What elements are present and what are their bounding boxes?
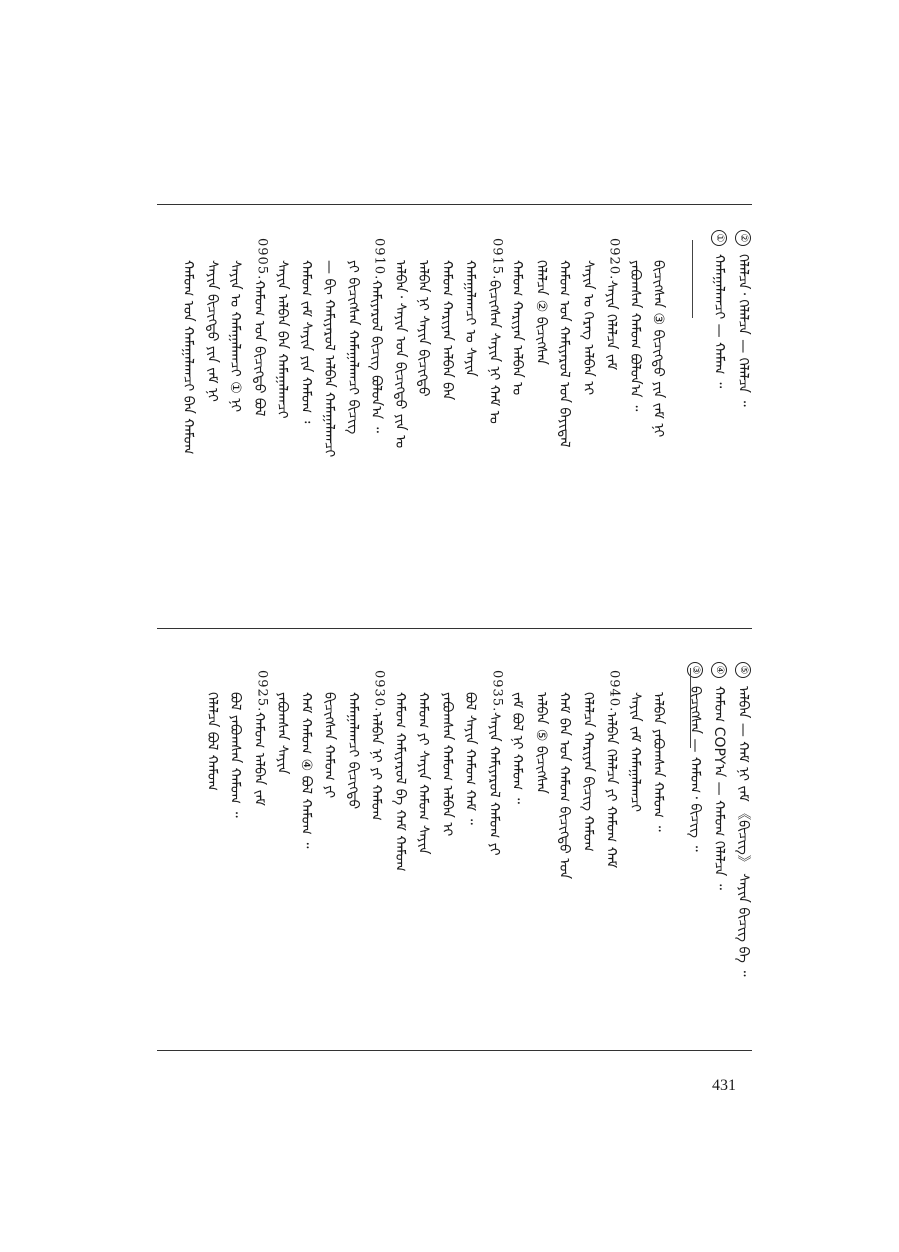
verse-text: ᠶᠠᠪᠤᠭᠰᠠᠨ ᠰᠠᠶᠢᠨ: [274, 692, 290, 775]
verse-text: ᠬᠠᠮᠤᠭ ᠤᠨ ᠬᠠᠮᠠᠭᠠᠯᠠᠭᠴᠢ ᠪᠠᠨ ᠬᠠᠮᠤᠭ: [180, 260, 196, 455]
verse-text: ᠬᠠᠮᠤᠭ ᠶᠢ ᠰᠠᠶᠢᠨ ᠬᠠᠮᠤᠭ ᠰᠠᠶᠢᠨ: [415, 692, 431, 855]
footnote-text: ᠬᠠᠮᠤᠭ COPY᠎ᠠ — ᠬᠠᠮᠤᠭ ᠬᠡᠯᠡᠯᠴᠡ ᠃: [711, 686, 727, 890]
verse-text: ᠰᠠᠶᠢᠨ ᠠᠯᠪᠠᠨ ᠪᠠᠨ ᠬᠠᠮᠠᠭᠠᠯᠠᠭᠴᠢ: [274, 260, 290, 419]
verse-text: ᠰᠠᠶᠢᠨ ᠬᠡᠯᠡᠯᠴᠡ ᠵᠠᠮ: [603, 280, 619, 371]
footnote-marker: ③: [687, 662, 703, 678]
verse-text: ᠠᠯᠪᠠᠨ ᠶᠠᠪᠤᠭᠰᠠᠨ ᠬᠠᠮᠤᠭ ᠃: [650, 692, 666, 832]
verse-text: ᠬᠠᠮᠤᠭ ᠬᠠᠷᠢᠶᠠᠨ ᠠᠯᠪᠠᠨ ᠤ: [509, 260, 525, 396]
footnote-marker: ②: [735, 230, 751, 246]
verse-text: ᠠᠯᠪᠠᠨ ᠨᠢ ᠰᠠᠶᠢᠨ ᠪᠢᠴᠢᠭᠲᠦ: [415, 260, 431, 397]
footnote-marker: ⑤: [735, 662, 751, 678]
bottom-text-block: [150, 662, 760, 1042]
line-number: 0940.: [606, 670, 622, 713]
verse-text: ᠬᠠᠮᠢᠶᠠᠷᠤᠯ ᠪᠢᠴᠢᠭ ᠪᠣᠯᠤᠨ᠎ᠠ ᠃: [368, 280, 384, 433]
verse-text: ᠠᠯᠪᠠᠨ ᠬᠡᠯᠡᠯᠴᠡ ᠶᠢ ᠬᠠᠮᠤᠭ ᠬᠠᠮ: [603, 712, 619, 869]
verse-text: ᠬᠡᠯᠡᠯᠴᠡ ᠬᠠᠷᠢᠶᠠᠨ ᠪᠢᠴᠢᠭ ᠬᠠᠮᠤᠭ: [579, 692, 596, 852]
footnote-marker: ④: [711, 662, 727, 678]
verse-text: ᠰᠠᠶᠢᠨ ᠪᠢᠴᠢᠭᠲᠦ ᠶᠢᠨ ᠵᠠᠮ ᠨᠢ: [203, 260, 220, 402]
verse-text: ᠪᠣᠯ ᠰᠠᠶᠢᠨ ᠬᠠᠮᠤᠭ ᠬᠠᠮ ᠃: [462, 692, 478, 825]
verse-text: ᠬᠠᠮᠤᠭ ᠠᠯᠪᠠᠨ ᠵᠠᠮ: [250, 712, 267, 806]
verse-text: ᠬᠠᠮᠤᠭ ᠬᠠᠮᠢᠶᠠᠷᠤᠯ ᠪᠠ ᠬᠠᠮ ᠬᠠᠮᠤᠭ: [391, 692, 408, 872]
verse-text: ᠪᠣᠯ ᠶᠠᠪᠤᠭᠰᠠᠨ ᠬᠠᠮᠤᠭ ᠃: [227, 692, 243, 818]
verse-text: ᠬᠠᠮᠠᠭᠠᠯᠠᠭᠴᠢ ᠪᠢᠴᠢᠭᠲᠦ: [344, 692, 361, 810]
verse-text: ᠰᠠᠶᠢᠨ ᠵᠠᠮ ᠬᠠᠮᠠᠭᠠᠯᠠᠭᠴᠢ: [626, 692, 643, 812]
verse-text: ᠶᠠᠪᠤᠭᠰᠠᠨ ᠬᠠᠮᠤᠭ ᠠᠯᠪᠠᠨ ᠢ: [438, 692, 455, 837]
line-number: 0910.: [371, 238, 387, 281]
verse-text: ᠶᠢ ᠪᠢᠴᠢᠭᠰᠡᠨ ᠬᠠᠮᠠᠭᠠᠯᠠᠭᠴᠢ ᠪᠢᠴᠢᠭ: [344, 260, 361, 435]
verse-text: ᠰᠠᠶᠢᠨ ᠬᠠᠮᠢᠶᠠᠷᠤᠯ ᠬᠠᠮᠤᠭ ᠶᠢ: [485, 712, 502, 856]
verse-text: ᠬᠠᠮᠤᠭ ᠬᠠᠷᠢᠶᠠᠨ ᠠᠯᠪᠠᠨ ᠪᠠᠨ: [438, 260, 455, 401]
verse-text: ᠪᠢᠴᠢᠭᠰᠡᠨ ᠬᠠᠮᠤᠭ ᠶᠢ: [321, 692, 337, 799]
footnote-text: ᠪᠢᠴᠢᠭᠰᠡᠨ — ᠬᠠᠮᠤᠭ᠂ ᠪᠢᠴᠢᠭ ᠃: [687, 686, 703, 852]
verse-text: ᠠᠯᠪᠠᠨ ⑤ ᠪᠢᠴᠢᠭᠰᠡᠨ: [532, 692, 549, 794]
line-number: 0930.: [371, 670, 387, 713]
verse-text: ᠬᠠᠮᠠᠭᠠᠯᠠᠭᠴᠢ ᠤ ᠰᠠᠶᠢᠨ: [462, 260, 478, 377]
verse-text: ᠪᠢᠴᠢᠭᠰᠡᠨ ᠰᠠᠶᠢᠨ ᠨᠢ ᠬᠠᠮ ᠤ: [485, 280, 502, 424]
line-number: 0915.: [489, 238, 504, 281]
verse-text: ᠰᠠᠶᠢᠨ ᠤ ᠬᠡᠷᠡᠭ ᠠᠯᠪᠠᠨ ᠢ: [579, 260, 596, 396]
verse-text: ᠪᠢᠴᠢᠭᠰᠡᠨ ③ ᠪᠢᠴᠢᠭᠲᠦ ᠶᠢᠨ ᠵᠠᠮ ᠨᠢ: [650, 260, 666, 438]
verse-text: ᠬᠠᠮᠤᠭ ᠵᠠᠮ ᠰᠠᠶᠢᠨ ᠶᠢᠨ ᠬᠠᠮᠤᠭ ᠄: [297, 260, 314, 424]
line-number: 0925.: [254, 670, 269, 713]
footnote-marker: ①: [711, 230, 727, 246]
top-rule: [157, 204, 752, 205]
verse-text: ᠰᠠᠶᠢᠨ ᠤ ᠬᠠᠮᠠᠭᠠᠯᠠᠭᠴᠢ ① ᠨᠢ: [227, 260, 243, 413]
line-number: 0920.: [606, 238, 622, 281]
page-number: 431: [712, 1077, 736, 1094]
bottom-rule: [157, 1050, 752, 1051]
line-number: 0905.: [254, 238, 269, 281]
verse-text: ᠵᠠᠮ ᠪᠣᠯ ᠨᠢ ᠬᠠᠮᠤᠭ ᠃: [509, 692, 525, 804]
verse-text: ᠬᠠᠮ ᠬᠠᠮᠤᠭ ④ ᠪᠣᠯ ᠬᠠᠮᠤᠭ ᠃: [297, 692, 314, 849]
footnote-text: ᠬᠡᠯᠡᠯᠴᠡ᠂ ᠬᠡᠯᠡᠯᠴᠡ — ᠬᠡᠯᠡᠯᠴᠡ ᠃: [735, 254, 751, 407]
bottom-notes-rule: [690, 668, 691, 748]
verse-text: ᠬᠠᠮᠤᠭ ᠤᠨ ᠪᠢᠴᠢᠭᠲᠦ ᠪᠣᠯ: [250, 280, 267, 417]
footnote-text: ᠠᠯᠪᠠᠨ — ᠬᠠᠮ ᠨᠢ ᠵᠠᠮ 《ᠪᠢᠴᠢᠭ》 ᠰᠠᠶᠢᠨ ᠪᠢᠴᠢᠭ ᠪᠠ ᠃: [735, 686, 751, 977]
verse-text: — ᠪᠢ ᠬᠠᠮᠢᠶᠠᠷᠤᠯ ᠠᠯᠪᠠᠨ ᠬᠠᠮᠠᠭᠠᠯᠠᠭᠴᠢ: [321, 260, 337, 458]
verse-text: ᠠᠯᠪᠠᠨ᠂ ᠰᠠᠶᠢᠨ ᠤᠨ ᠪᠢᠴᠢᠭᠲᠦ ᠶᠢᠨ ᠤ: [391, 260, 408, 449]
verse-text: ᠬᠠᠮ ᠪᠠᠨ ᠤᠨ ᠬᠠᠮᠤᠭ ᠪᠢᠴᠢᠭᠲᠦ ᠤᠨ: [556, 692, 572, 880]
verse-text: ᠬᠠᠮᠤᠭ ᠤᠨ ᠬᠠᠮᠢᠶᠠᠷᠤᠯ ᠤᠨ ᠪᠠᠶᠢᠳᠠᠯ: [556, 260, 572, 448]
verse-text: ᠠᠯᠪᠠᠨ ᠨᠢ ᠶᠢ ᠬᠠᠮᠤᠭ: [368, 712, 384, 821]
verse-text: ᠬᠡᠯᠡᠯᠴᠡ ② ᠪᠢᠴᠢᠭᠰᠡᠨ: [532, 260, 549, 365]
footnote-text: ᠬᠠᠮᠠᠭᠠᠯᠠᠭᠴᠢ — ᠬᠠᠮᠠᠭ ᠃: [711, 254, 727, 389]
verse-text: ᠬᠡᠯᠡᠯᠴᠡ ᠪᠣᠯ ᠬᠠᠮᠤᠭ: [203, 692, 220, 791]
top-notes-rule: [692, 240, 693, 318]
line-number: 0935.: [489, 670, 504, 713]
middle-rule: [157, 628, 752, 629]
top-text-block: [150, 230, 760, 620]
verse-text: ᠶᠠᠪᠤᠭᠰᠠᠨ ᠬᠠᠮᠤᠭ ᠪᠣᠯᠤᠨ᠎ᠠ ᠃: [626, 260, 643, 412]
